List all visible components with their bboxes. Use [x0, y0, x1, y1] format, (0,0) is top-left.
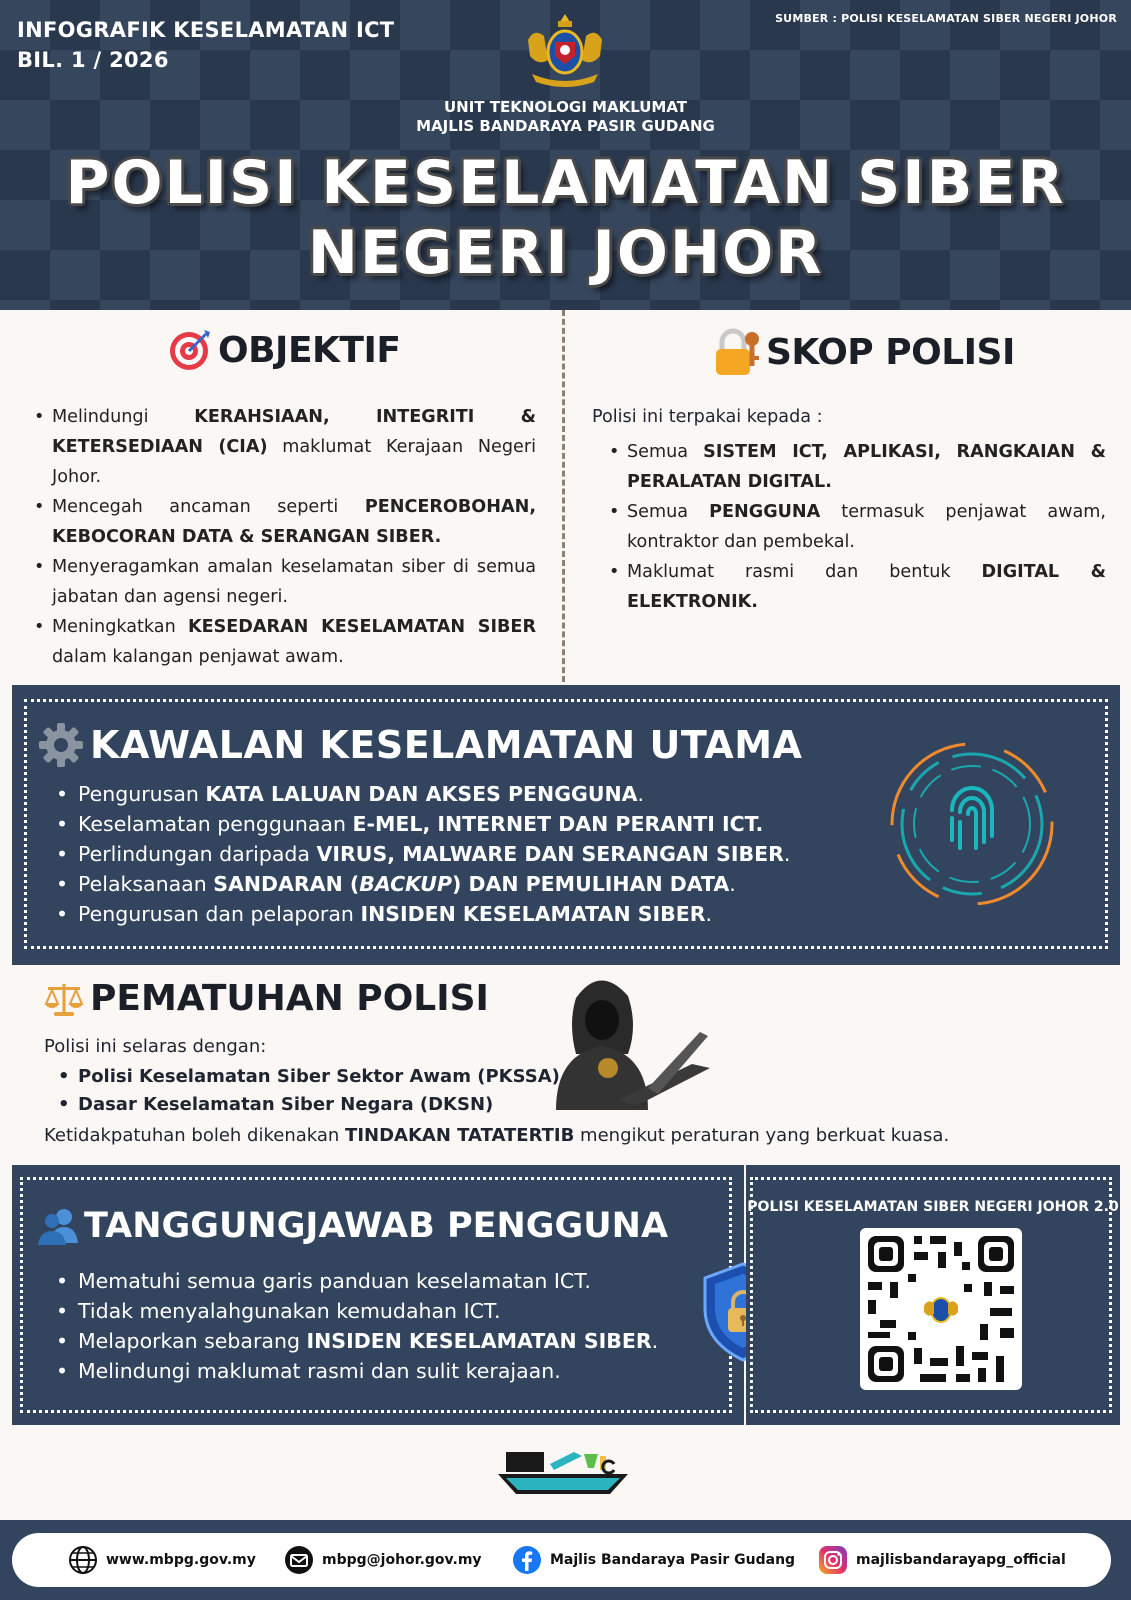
pematuhan-title: PEMATUHAN POLISI — [90, 978, 489, 1019]
department-name — [0, 98, 1131, 136]
list-item: • Pelaksanaan SANDARAN (BACKUP) DAN PEMULIHAN DATA. — [52, 869, 790, 899]
users-icon — [38, 1207, 78, 1245]
email-text: mbpg@johor.gov.my — [322, 1552, 482, 1568]
qr-title: POLISI KESELAMATAN SIBER NEGERI JOHOR 2.0 — [747, 1199, 1119, 1215]
scales-icon — [44, 980, 84, 1018]
facebook-text: Majlis Bandaraya Pasir Gudang — [550, 1552, 796, 1568]
list-item: • Maklumat rasmi dan bentuk DIGITAL & ELEKTRONIK. — [609, 557, 1106, 617]
fingerprint-icon — [888, 740, 1056, 908]
unit-name: UNIT TEKNOLOGI MAKLUMAT — [443, 98, 688, 116]
list-item: • Melindungi maklumat rasmi dan sulit kerajaan. — [52, 1356, 658, 1386]
list-item: • Perlindungan daripada VIRUS, MALWARE DAN SERANGAN SIBER. — [52, 839, 790, 869]
globe-icon — [68, 1545, 98, 1575]
gear-icon — [38, 722, 84, 768]
list-item: • Semua PENGGUNA termasuk penjawat awam, kontraktor dan pembekal. — [609, 497, 1106, 557]
skop-title: SKOP POLISI — [766, 331, 1015, 373]
tanggungjawab-list — [52, 1266, 658, 1386]
instagram-icon — [818, 1545, 848, 1575]
objektif-title: OBJEKTIF — [218, 329, 401, 371]
qr-code[interactable] — [860, 1228, 1022, 1390]
facebook-link[interactable] — [512, 1544, 795, 1576]
column-divider — [562, 310, 565, 682]
list-item: • Pengurusan KATA LALUAN DAN AKSES PENGGUNA. — [52, 779, 790, 809]
kawalan-heading — [38, 722, 802, 768]
title-line-1: POLISI KESELAMATAN SIBER — [65, 148, 1066, 218]
council-name: MAJLIS BANDARAYA PASIR GUDANG — [416, 117, 715, 135]
objektif-heading — [168, 328, 400, 372]
lock-key-icon — [714, 328, 760, 376]
facebook-icon — [512, 1545, 542, 1575]
list-item: • Pengurusan dan pelaporan INSIDEN KESELAMATAN SIBER. — [52, 899, 790, 929]
pematuhan-heading — [44, 978, 489, 1019]
instagram-link[interactable] — [818, 1544, 1066, 1576]
skop-intro: Polisi ini terpakai kepada : — [592, 407, 823, 427]
list-item: • Dasar Keselamatan Siber Negara (DKSN) — [56, 1091, 560, 1119]
infographic-series — [17, 15, 394, 75]
page-title — [0, 148, 1131, 288]
mail-icon — [284, 1545, 314, 1575]
hacker-illustration — [548, 968, 714, 1114]
list-item: • Keselamatan penggunaan E-MEL, INTERNET DAN PERANTI ICT. — [52, 809, 790, 839]
website-link[interactable] — [68, 1544, 256, 1576]
dynamic-pasir-gudang-logo — [492, 1438, 634, 1506]
list-item: • Mencegah ancaman seperti PENCEROBOHAN, KEBOCORAN DATA & SERANGAN SIBER. — [34, 492, 536, 552]
list-item: • Melaporkan sebarang INSIDEN KESELAMATAN SIBER. — [52, 1326, 658, 1356]
list-item: • Polisi Keselamatan Siber Sektor Awam (PKSSA) — [56, 1063, 560, 1091]
source-note: SUMBER : POLISI KESELAMATAN SIBER NEGERI JOHOR — [775, 12, 1117, 25]
title-line-2: NEGERI JOHOR — [307, 218, 824, 288]
list-item: • Semua SISTEM ICT, APLIKASI, RANGKAIAN & PERALATAN DIGITAL. — [609, 437, 1106, 497]
kawalan-list — [52, 779, 790, 929]
pematuhan-list — [56, 1063, 560, 1119]
skop-list — [609, 437, 1106, 617]
kawalan-title: KAWALAN KESELAMATAN UTAMA — [90, 723, 803, 767]
objektif-list — [34, 402, 536, 672]
pematuhan-intro: Polisi ini selaras dengan: — [44, 1036, 267, 1057]
pematuhan-note: Ketidakpatuhan boleh dikenakan TINDAKAN TATATERTIB mengikut peraturan yang berkuat kuasa. — [44, 1125, 950, 1146]
email-link[interactable] — [284, 1544, 482, 1576]
target-icon — [168, 328, 212, 372]
list-item: • Meningkatkan KESEDARAN KESELAMATAN SIBER dalam kalangan penjawat awam. — [34, 612, 536, 672]
list-item: • Tidak menyalahgunakan kemudahan ICT. — [52, 1296, 658, 1326]
website-text: www.mbpg.gov.my — [106, 1552, 256, 1568]
johor-crest-logo — [520, 10, 610, 90]
list-item: • Menyeragamkan amalan keselamatan siber di semua jabatan dan agensi negeri. — [34, 552, 536, 612]
list-item: • Melindungi KERAHSIAAN, INTEGRITI & KETERSEDIAAN (CIA) maklumat Kerajaan Negeri Johor. — [34, 402, 536, 492]
tanggungjawab-heading — [38, 1206, 668, 1246]
series-title: INFOGRAFIK KESELAMATAN ICT — [17, 18, 395, 42]
list-item: • Mematuhi semua garis panduan keselamatan ICT. — [52, 1266, 658, 1296]
series-number: BIL. 1 / 2026 — [17, 48, 169, 72]
tanggungjawab-title: TANGGUNGJAWAB PENGGUNA — [84, 1206, 669, 1246]
skop-heading — [714, 328, 1015, 376]
instagram-text: majlisbandarayapg_official — [856, 1552, 1066, 1568]
